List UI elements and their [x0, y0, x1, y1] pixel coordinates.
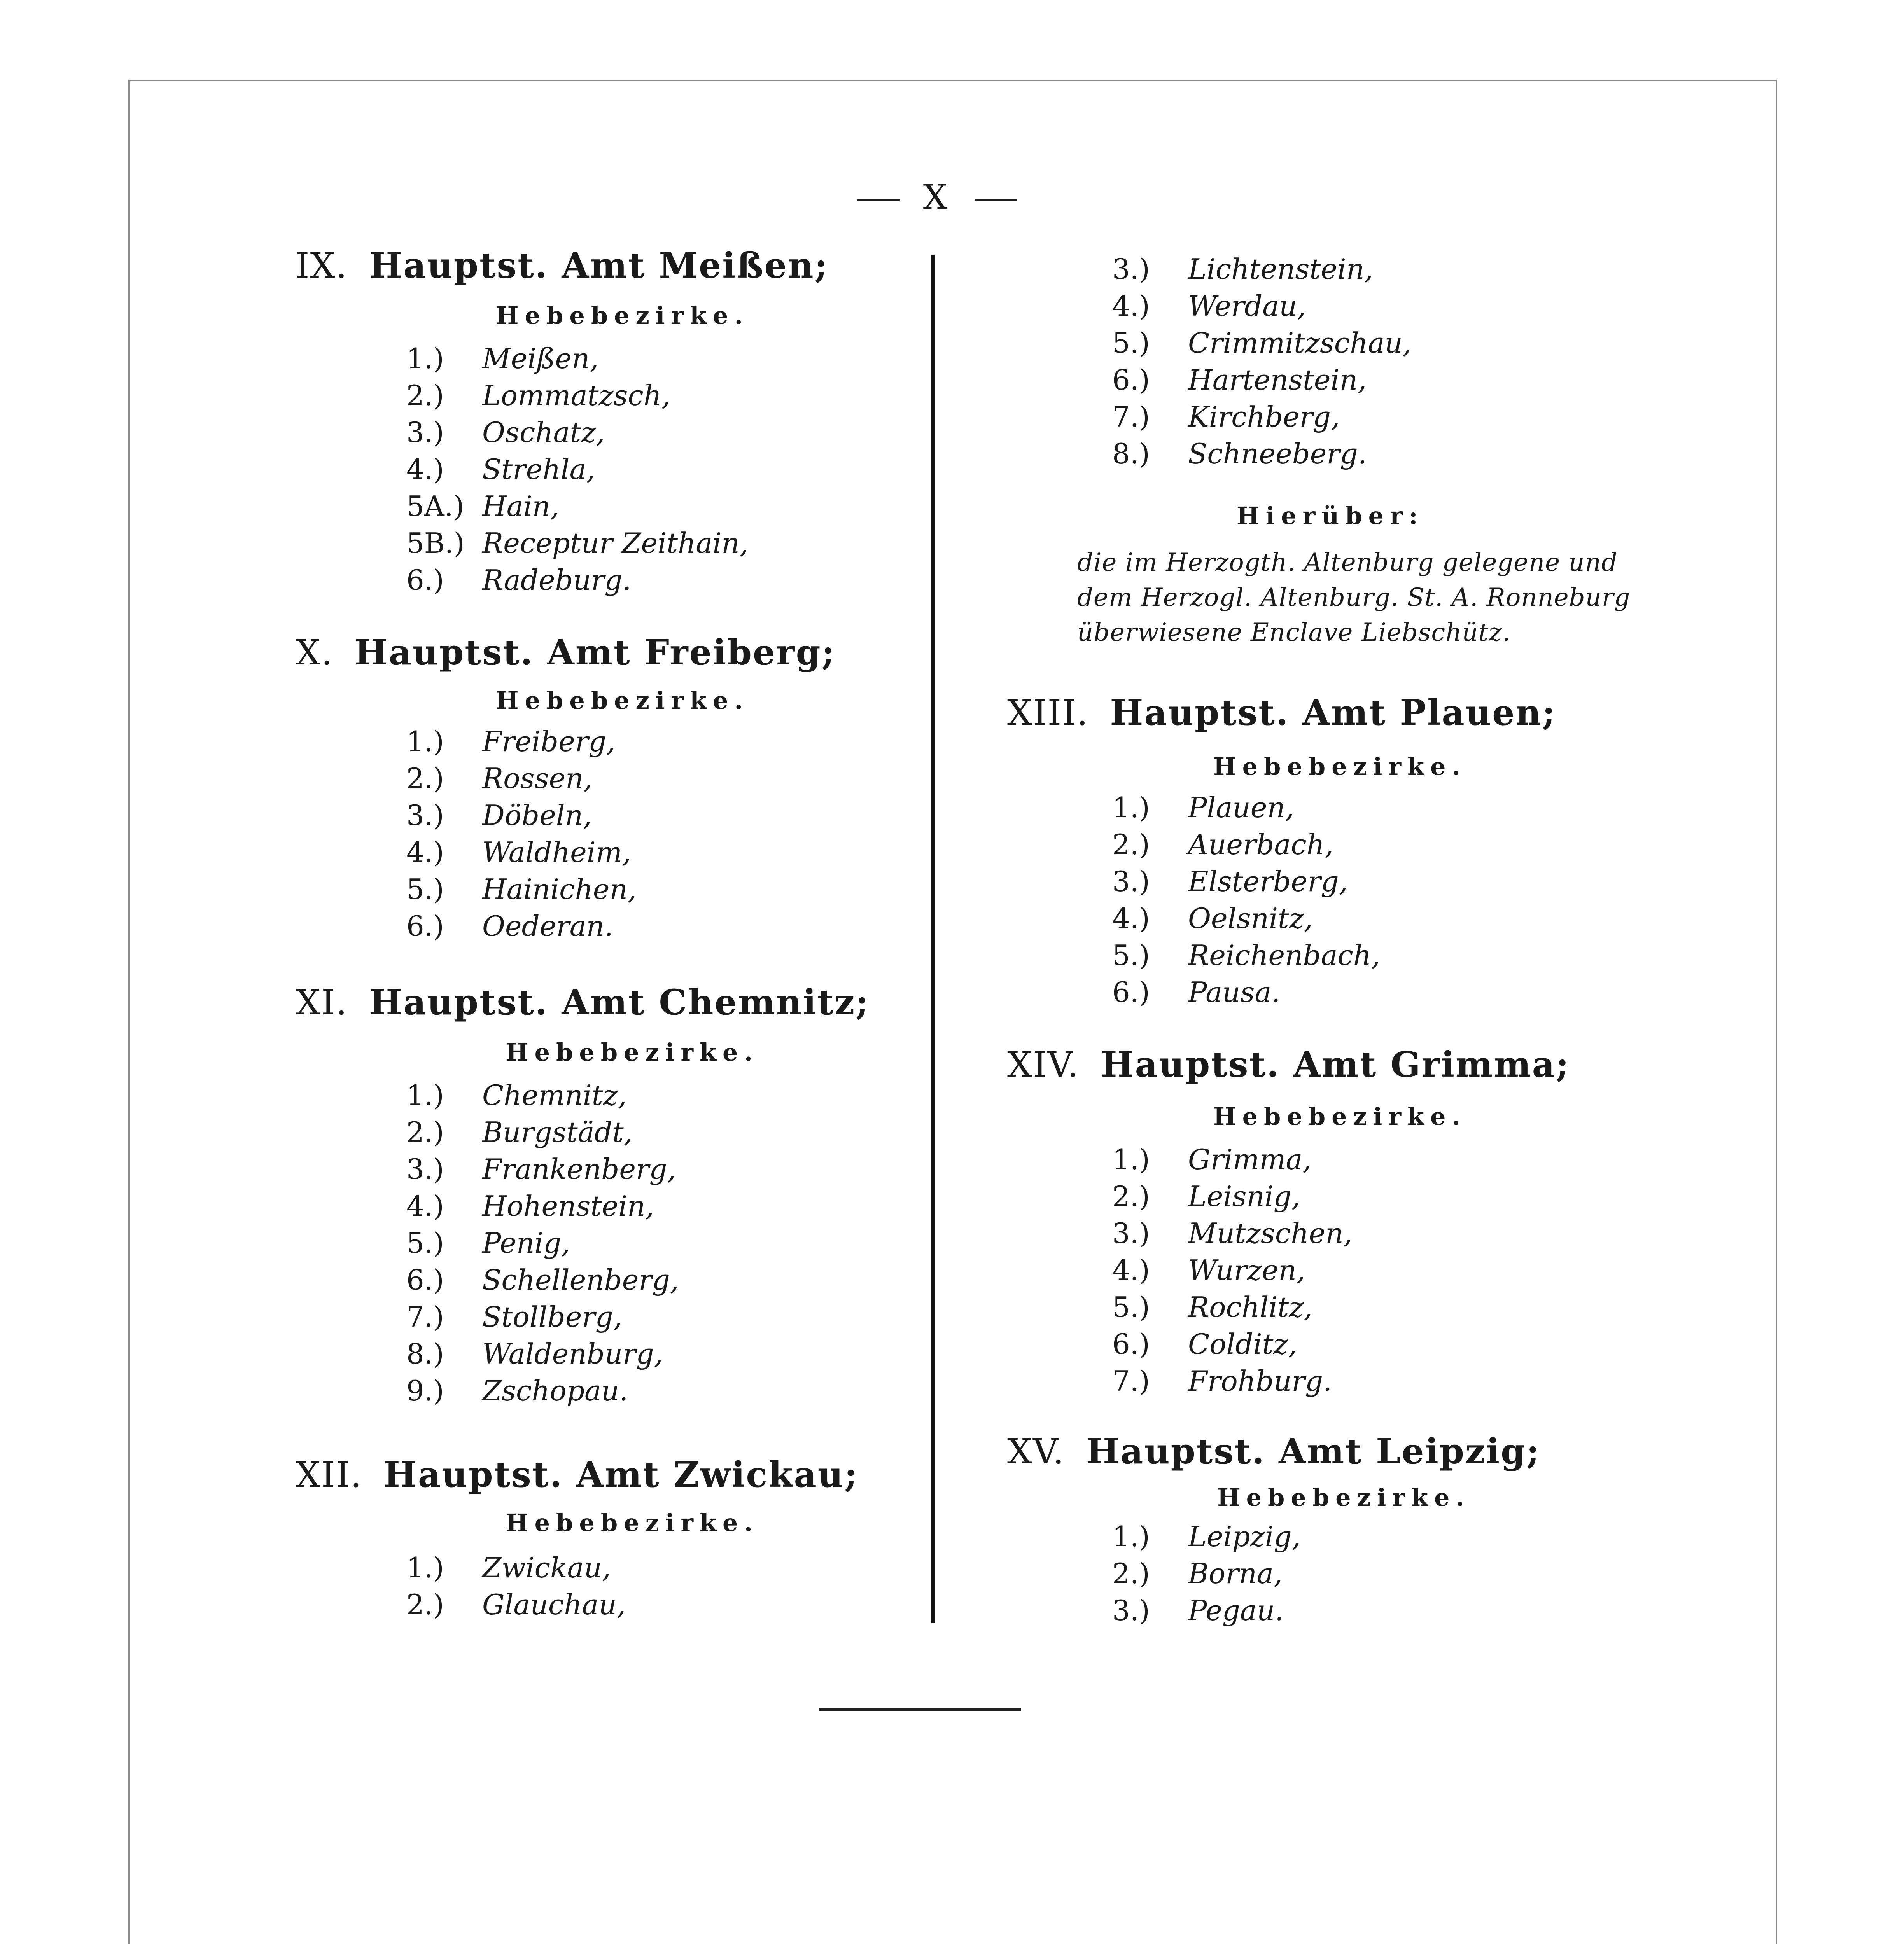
item-number: 9.) [406, 1374, 444, 1407]
list-item [406, 762, 592, 795]
section-roman: XIII. [1007, 692, 1089, 733]
page-number-dash-right [975, 199, 1017, 201]
list-item [406, 416, 605, 449]
page-number-dash-left [857, 199, 900, 201]
list-item [406, 1227, 570, 1259]
item-number: 2.) [1112, 1180, 1150, 1213]
item-number: 6.) [406, 1264, 444, 1296]
item-number: 5.) [1112, 939, 1150, 972]
list-item [1112, 1365, 1332, 1397]
item-number: 3.) [406, 416, 444, 449]
item-name: Strehla, [482, 453, 595, 486]
list-item [406, 379, 670, 412]
item-name: Mutzschen, [1188, 1217, 1353, 1250]
item-name: Leipzig, [1188, 1520, 1301, 1553]
item-number: 2.) [406, 379, 444, 412]
item-name: Rossen, [482, 762, 593, 795]
item-number: 1.) [1112, 791, 1150, 824]
item-number: 8.) [1112, 437, 1150, 470]
list-item [406, 1551, 611, 1584]
list-item [1112, 400, 1340, 433]
item-number: 3.) [1112, 1594, 1150, 1627]
item-number: 4.) [406, 1190, 444, 1222]
column-divider [931, 255, 935, 1623]
item-name: Glauchau, [482, 1588, 626, 1621]
list-item [1112, 1143, 1311, 1176]
item-number: 8.) [406, 1337, 444, 1370]
item-number: 3.) [406, 799, 444, 832]
item-name: Hainichen, [482, 873, 637, 906]
note-heading: Hierüber: [1237, 502, 1424, 530]
item-number: 3.) [1112, 253, 1150, 285]
list-item [1112, 902, 1313, 935]
item-name: Freiberg, [482, 725, 616, 758]
list-item [406, 725, 615, 758]
section-roman: XV. [1007, 1431, 1065, 1472]
list-item [1112, 976, 1280, 1009]
section-roman: XI. [296, 982, 348, 1023]
item-number: 5A.) [406, 490, 464, 523]
section-title: Hauptst. Amt Meißen; [369, 245, 829, 286]
section-heading [1007, 1044, 1570, 1085]
list-item [406, 1301, 622, 1333]
item-number: 2.) [1112, 1557, 1150, 1590]
item-name: Zschopau. [482, 1374, 628, 1407]
item-name: Schellenberg, [482, 1264, 679, 1296]
section-roman: XII. [296, 1455, 362, 1495]
section-title: Hauptst. Amt Freiberg; [354, 632, 836, 673]
item-name: Plauen, [1188, 791, 1294, 824]
item-number: 1.) [406, 1079, 444, 1112]
list-item [406, 873, 637, 906]
item-name: Hain, [482, 490, 559, 523]
list-item [1112, 1594, 1284, 1627]
list-item [1112, 1180, 1300, 1213]
item-name: Pausa. [1188, 976, 1281, 1009]
item-name: Meißen, [482, 342, 599, 375]
list-item [1112, 1328, 1297, 1360]
item-name: Lommatzsch, [482, 379, 671, 412]
item-number: 2.) [1112, 828, 1150, 861]
end-rule [819, 1708, 1021, 1711]
section-title: Hauptst. Amt Grimma; [1101, 1044, 1570, 1085]
item-name: Chemnitz, [482, 1079, 627, 1112]
list-item [406, 1264, 679, 1296]
item-name: Grimma, [1188, 1143, 1312, 1176]
note-line: die im Herzogth. Altenburg gelegene und [1077, 548, 1618, 577]
item-name: Lichtenstein, [1188, 253, 1374, 285]
item-number: 2.) [406, 1116, 444, 1149]
list-item [406, 799, 592, 832]
list-item [406, 490, 559, 523]
list-item [1112, 939, 1380, 972]
item-name: Crimmitzschau, [1188, 327, 1412, 359]
list-item [1112, 1520, 1300, 1553]
section-roman: IX. [296, 245, 348, 286]
item-number: 6.) [1112, 976, 1150, 1009]
item-number: 4.) [406, 453, 444, 486]
section-subheading: Hebebezirke. [1217, 1483, 1471, 1512]
list-item [406, 1588, 626, 1621]
item-number: 2.) [406, 1588, 444, 1621]
list-item [406, 1116, 633, 1149]
section-heading [296, 245, 829, 286]
item-name: Colditz, [1188, 1328, 1297, 1360]
item-number: 6.) [1112, 1328, 1150, 1360]
item-number: 3.) [406, 1153, 444, 1185]
item-number: 6.) [406, 910, 444, 942]
list-item [406, 1079, 627, 1112]
item-number: 2.) [406, 762, 444, 795]
item-name: Elsterberg, [1188, 865, 1348, 898]
section-heading [296, 1454, 858, 1495]
list-item [1112, 290, 1306, 322]
section-subheading: Hebebezirke. [506, 1038, 759, 1066]
item-name: Oederan. [482, 910, 613, 942]
item-name: Leisnig, [1188, 1180, 1300, 1213]
list-item [406, 453, 595, 486]
item-number: 1.) [1112, 1143, 1150, 1176]
item-name: Radeburg. [482, 564, 632, 596]
list-item [1112, 1291, 1312, 1323]
item-number: 5B.) [406, 527, 465, 559]
item-number: 1.) [1112, 1520, 1150, 1553]
list-item [406, 342, 598, 375]
item-number: 7.) [1112, 1365, 1150, 1397]
section-title: Hauptst. Amt Leipzig; [1086, 1431, 1541, 1472]
section-subheading: Hebebezirke. [1213, 752, 1467, 781]
section-heading [1007, 1431, 1540, 1472]
list-item [406, 564, 631, 596]
note-line: überwiesene Enclave Liebschütz. [1077, 618, 1511, 647]
section-title: Hauptst. Amt Chemnitz; [369, 982, 870, 1023]
item-name: Rochlitz, [1188, 1291, 1313, 1323]
section-subheading: Hebebezirke. [1213, 1102, 1467, 1131]
section-heading [296, 632, 836, 673]
item-number: 6.) [406, 564, 444, 596]
item-number: 7.) [1112, 400, 1150, 433]
item-name: Stollberg, [482, 1301, 622, 1333]
list-item [406, 527, 749, 559]
item-name: Hohenstein, [482, 1190, 654, 1222]
item-number: 5.) [1112, 1291, 1150, 1323]
section-subheading: Hebebezirke. [496, 686, 749, 715]
item-number: 5.) [406, 873, 444, 906]
section-title: Hauptst. Amt Plauen; [1110, 692, 1557, 733]
item-number: 3.) [1112, 865, 1150, 898]
section-title: Hauptst. Amt Zwickau; [383, 1454, 859, 1495]
list-item [1112, 1254, 1306, 1287]
item-name: Kirchberg, [1188, 400, 1340, 433]
list-item [1112, 253, 1373, 285]
list-item [1112, 1557, 1283, 1590]
item-name: Burgstädt, [482, 1116, 633, 1149]
item-number: 5.) [1112, 327, 1150, 359]
item-number: 5.) [406, 1227, 444, 1259]
item-name: Schneeberg. [1188, 437, 1367, 470]
list-item [406, 910, 613, 942]
item-number: 1.) [406, 725, 444, 758]
item-name: Werdau, [1188, 290, 1306, 322]
item-number: 1.) [406, 342, 444, 375]
item-name: Oschatz, [482, 416, 605, 449]
item-name: Oelsnitz, [1188, 902, 1313, 935]
item-number: 4.) [1112, 1254, 1150, 1287]
item-number: 4.) [1112, 902, 1150, 935]
section-roman: X. [296, 632, 333, 673]
section-subheading: Hebebezirke. [506, 1509, 759, 1537]
item-name: Waldheim, [482, 836, 631, 869]
item-name: Penig, [482, 1227, 570, 1259]
list-item [406, 1337, 663, 1370]
section-heading [296, 982, 870, 1023]
item-number: 3.) [1112, 1217, 1150, 1250]
section-roman: XIV. [1007, 1044, 1080, 1085]
item-name: Auerbach, [1188, 828, 1334, 861]
list-item [1112, 791, 1294, 824]
note-line: dem Herzogl. Altenburg. St. A. Ronneburg [1077, 583, 1631, 612]
page-number [828, 177, 1046, 217]
list-item [1112, 1217, 1352, 1250]
list-item [406, 1190, 654, 1222]
item-number: 4.) [406, 836, 444, 869]
page-number-text: X [923, 177, 952, 217]
section-heading [1007, 692, 1556, 733]
item-name: Zwickau, [482, 1551, 611, 1584]
section-subheading: Hebebezirke. [496, 301, 749, 330]
item-name: Borna, [1188, 1557, 1283, 1590]
list-item [1112, 828, 1334, 861]
list-item [406, 836, 631, 869]
list-item [406, 1153, 676, 1185]
list-item [1112, 437, 1367, 470]
item-name: Wurzen, [1188, 1254, 1306, 1287]
list-item [1112, 327, 1412, 359]
item-number: 4.) [1112, 290, 1150, 322]
item-name: Pegau. [1188, 1594, 1284, 1627]
item-name: Receptur Zeithain, [482, 527, 749, 559]
item-name: Döbeln, [482, 799, 592, 832]
item-number: 6.) [1112, 364, 1150, 396]
item-name: Frohburg. [1188, 1365, 1332, 1397]
item-number: 1.) [406, 1551, 444, 1584]
item-number: 7.) [406, 1301, 444, 1333]
item-name: Hartenstein, [1188, 364, 1367, 396]
item-name: Frankenberg, [482, 1153, 676, 1185]
list-item [1112, 865, 1348, 898]
list-item [406, 1374, 628, 1407]
item-name: Waldenburg, [482, 1337, 663, 1370]
item-name: Reichenbach, [1188, 939, 1381, 972]
list-item [1112, 364, 1367, 396]
